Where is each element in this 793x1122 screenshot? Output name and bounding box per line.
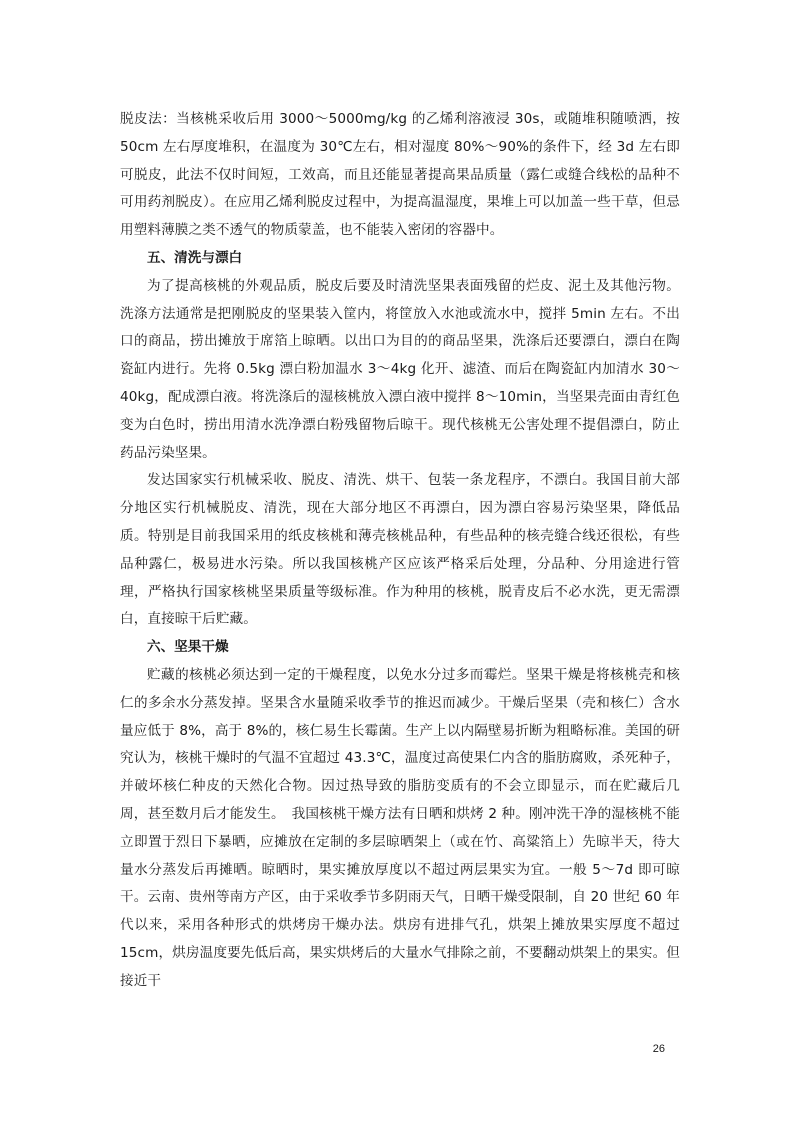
page-body (120, 106, 680, 996)
paragraph-washing: 为了提高核桃的外观品质，脱皮后要及时清洗坚果表面残留的烂皮、泥土及其他污物。洗涤方法通常是把刚脱皮的坚果装入筐内，将筐放入水池或流水中，搅拌 5min 左右。不出口的商品，捞出摊放于席箔上晾晒。以出口为目的的商品坚果，洗涤后还要漂白，漂白在陶瓷缸内进行。先将 0.5kg 漂白粉加温水 3～4kg 化开、滤渣、而后在陶瓷缸内加清水 30～40kg，配成漂白液。将洗涤后的湿核桃放入漂白液中搅拌 8～10min，当坚果壳面由青红色变为白色时，捞出用清水洗净漂白粉残留物后晾干。现代核桃无公害处理不提倡漂白，防止药品污染坚果。 (120, 277, 680, 461)
section-heading-washing-bleaching: 五、清洗与漂白 (147, 249, 243, 266)
paragraph-drying: 贮藏的核桃必须达到一定的干燥程度，以免水分过多而霉烂。坚果干燥是将核桃壳和核仁的多余水分蒸发掉。坚果含水量随采收季节的推迟而减少。干燥后坚果（壳和核仁）含水量应低于 8%，高于 8%的，核仁易生长霉菌。生产上以内隔壁易折断为粗略标准。美国的研究认为，核桃干燥时的气温不宜超过 43.3℃，温度过高使果仁内含的脂肪腐败，杀死种子，并破坏核仁种皮的天然化合物。因过热导致的脂肪变质有的不会立即显示，而在贮藏后几周，甚至数月后才能发生。 我国核桃干燥方法有日晒和烘烤 2 种。刚冲洗干净的湿核桃不能立即置于烈日下暴晒，应摊放在定制的多层晾晒架上（或在竹、高粱箔上）先晾半天，待大量水分蒸发后再摊晒。晾晒时，果实摊放厚度以不超过两层果实为宜。一般 5～7d 即可晾干。云南、贵州等南方产区，由于采收季节多阴雨天气，日晒干燥受限制，自 20 世纪 60 年代以来，采用各种形式的烘烤房干燥办法。烘房有进排气孔，烘架上摊放果实厚度不超过 15cm，烘房温度要先低后高，果实烘烤后的大量水气排除之前，不要翻动烘架上的果实。但接近干 (120, 666, 680, 989)
paragraph-degreening-method: 脱皮法：当核桃采收后用 3000～5000mg/kg 的乙烯利溶液浸 30s，或随堆积随喷洒，按 50cm 左右厚度堆积，在温度为 30℃左右，相对湿度 80%～90%的条件下，经 3d 左右即可脱皮，此法不仅时间短，工效高，而且还能显著提高果品质量（露仁或缝合线松的品种不可用药剂脱皮）。在应用乙烯利脱皮过程中，为提高温湿度，果堆上可以加盖一些干草，但忌用塑料薄膜之类不透气的物质蒙盖，也不能装入密闭的容器中。 (120, 111, 680, 239)
section-heading-nut-drying: 六、坚果干燥 (147, 639, 229, 656)
paragraph-developed-countries: 发达国家实行机械采收、脱皮、清洗、烘干、包装一条龙程序，不漂白。我国目前大部分地区实行机械脱皮、清洗，现在大部分地区不再漂白，因为漂白容易污染坚果，降低品质。特别是目前我国采用的纸皮核桃和薄壳核桃品种，有些品种的核壳缝合线还很松，有些品种露仁，极易进水污染。所以我国核桃产区应该严格采后处理，分品种、分用途进行管理，严格执行国家核桃坚果质量等级标准。作为种用的核桃，脱青皮后不必水洗，更无需漂白，直接晾干后贮藏。 (120, 472, 680, 628)
page-number: 26 (652, 1043, 665, 1055)
